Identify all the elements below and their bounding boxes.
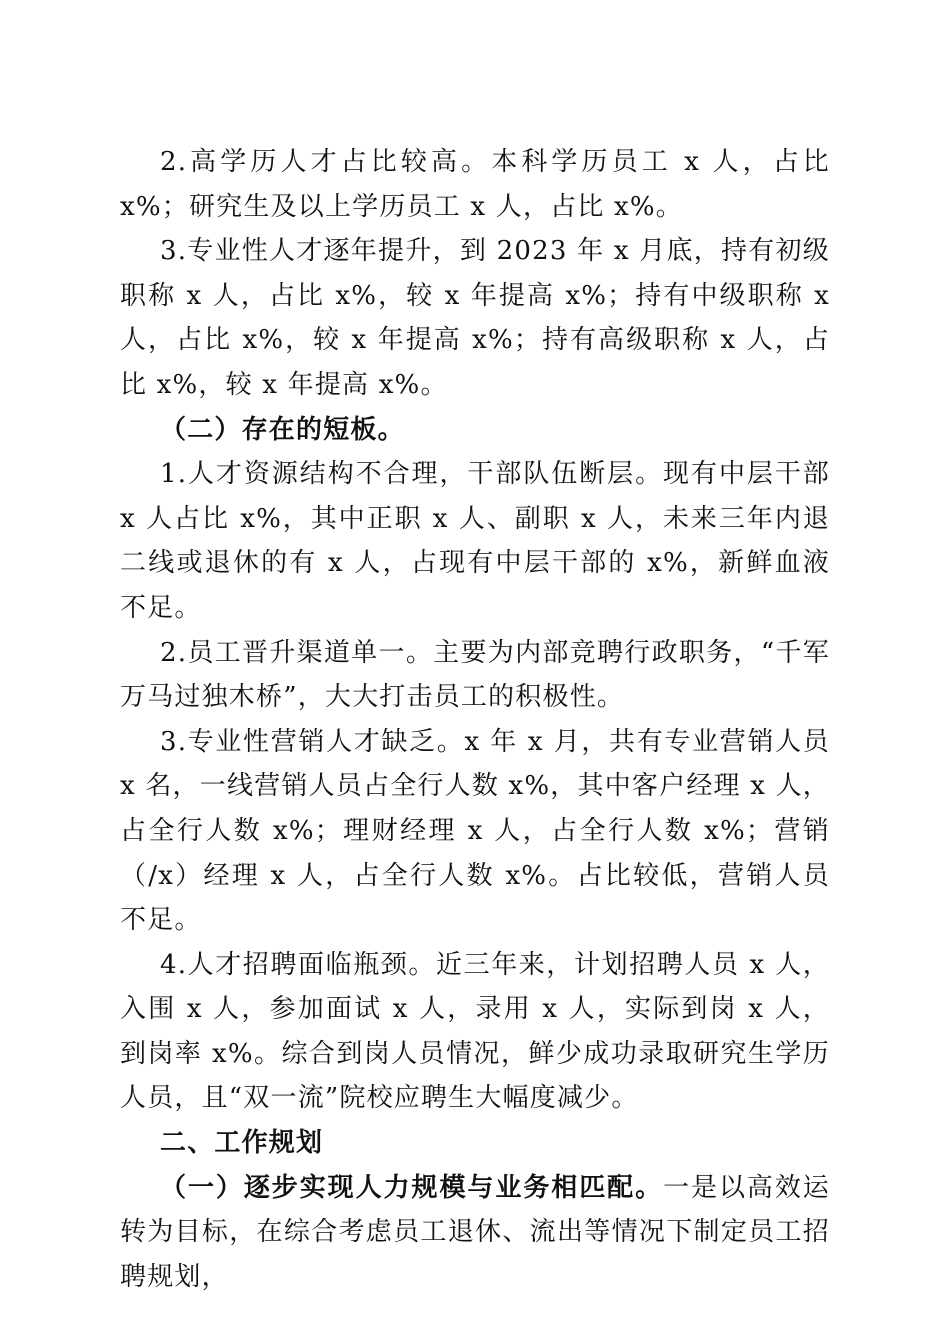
section-subheading-shortcomings: （二）存在的短板。 xyxy=(160,414,405,445)
paragraph-marketing-talent: 3.专业性营销人才缺乏。x 年 x 月，共有专业营销人员 x 名，一线营销人员占全行人数 x%，其中客户经理 x 人，占全行人数 x%；理财经理 x 人，占全行人数 x%；营销（/x）经理 x 人，占全行人数 x%。占比较低，营销人员不足。 xyxy=(120,726,830,936)
paragraph-structure: 1.人才资源结构不合理，干部队伍断层。现有中层干部 x 人占比 x%，其中正职 x 人、副职 x 人，未来三年内退二线或退休的有 x 人，占现有中层干部的 x%，新鲜血液不足。 xyxy=(120,459,830,623)
plan-one-lead: （一）逐步实现人力规模与业务相匹配。 xyxy=(160,1172,664,1203)
paragraph-promotion: 2.员工晋升渠道单一。主要为内部竞聘行政职务，“千军万马过独木桥”，大大打击员工的积极性。 xyxy=(120,637,830,713)
plan-one-text: 一是以高效运转为目标，在综合考虑员工退休、流出等情况下制定员工招聘规划， xyxy=(120,1172,830,1292)
section-heading-work-plan: 二、工作规划 xyxy=(160,1128,324,1159)
paragraph-education: 2.高学历人才占比较高。本科学历员工 x 人，占比 x%；研究生及以上学历员工 x 人，占比 x%。 xyxy=(120,147,830,222)
paragraph-recruitment: 4.人才招聘面临瓶颈。近三年来，计划招聘人员 x 人，入围 x 人，参加面试 x 人，录用 x 人，实际到岗 x 人，到岗率 x%。综合到岗人员情况，鲜少成功录取研究生学历人员，且“双一流”院校应聘生大幅度减少。 xyxy=(120,949,830,1114)
paragraph-plan-one xyxy=(120,1166,830,1300)
paragraph-professional-titles: 3.专业性人才逐年提升，到 2023 年 x 月底，持有初级职称 x 人，占比 x%，较 x 年提高 x%；持有中级职称 x 人，占比 x%，较 x 年提高 x%；持有高级职称 x 人，占比 x%，较 x 年提高 x%。 xyxy=(120,236,830,400)
document-body xyxy=(120,140,830,1299)
